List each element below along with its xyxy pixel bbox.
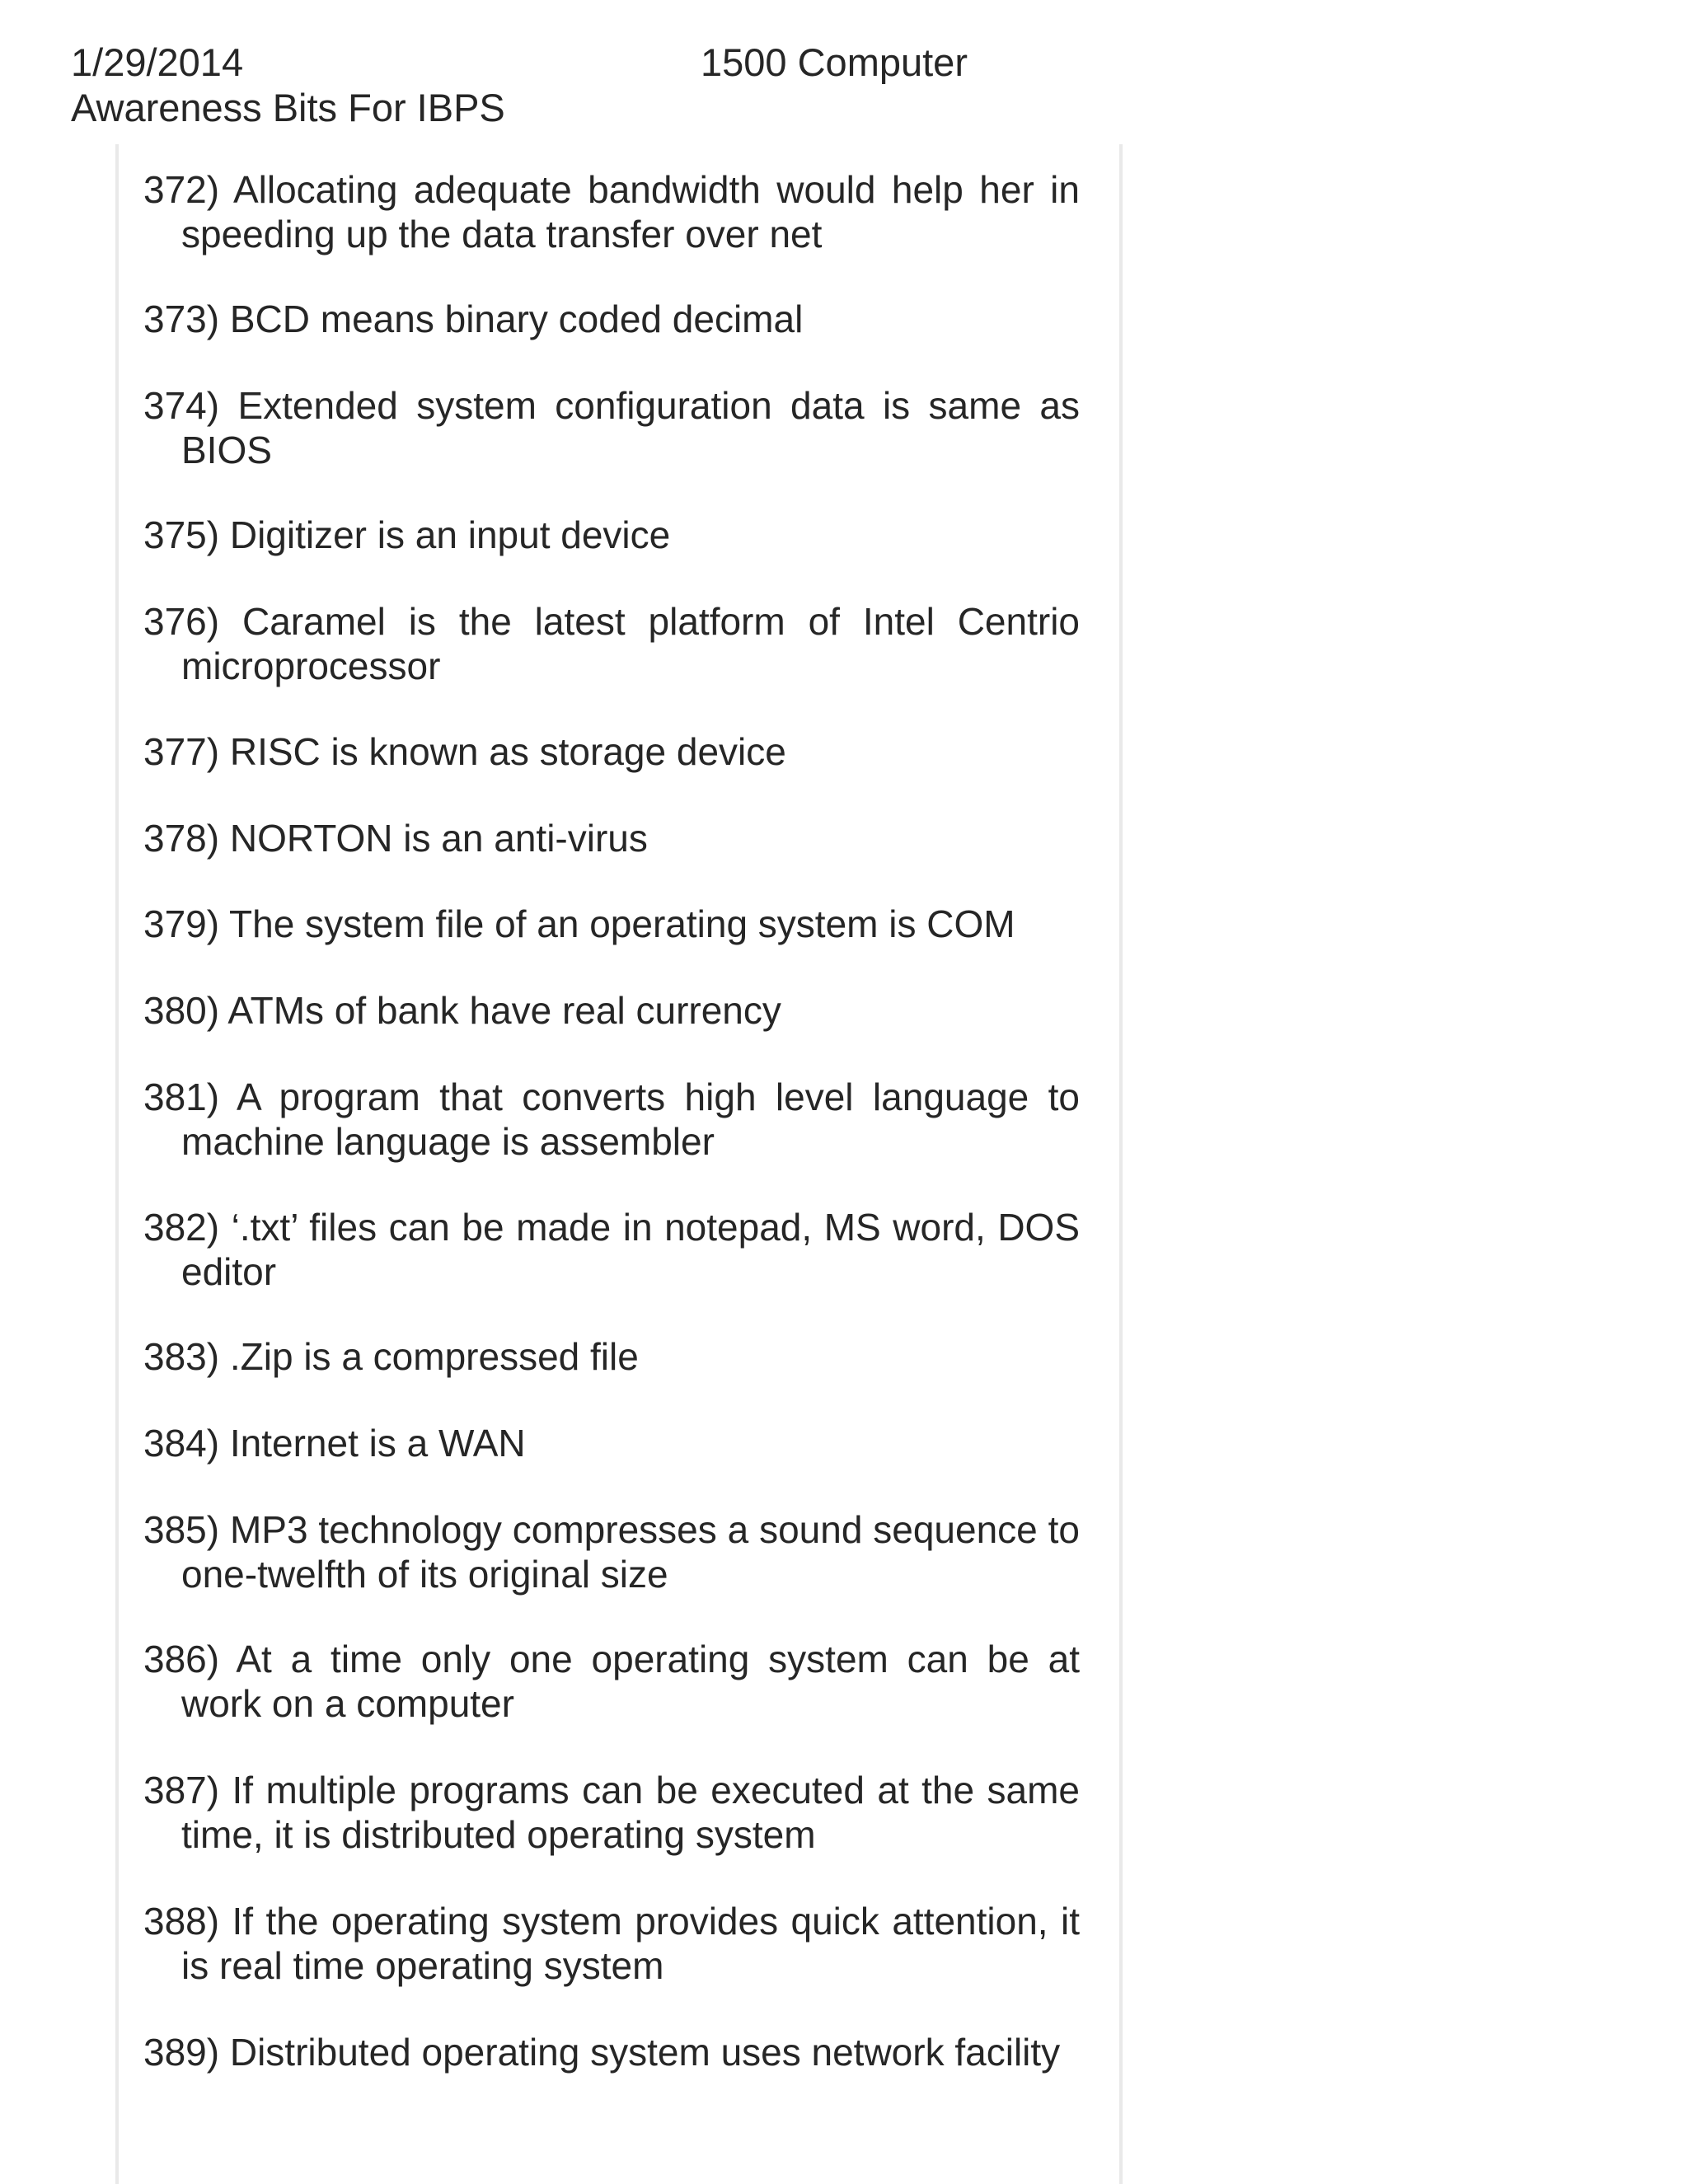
list-item <box>143 1334 1080 1379</box>
item-number: 388) <box>143 1900 220 1943</box>
item-text: MP3 technology compresses a sound sequence to one-twelfth of its original size <box>181 1508 1080 1596</box>
list-item <box>143 383 1080 472</box>
list-item <box>143 2030 1080 2074</box>
item-number: 374) <box>143 384 220 427</box>
list-item <box>143 1421 1080 1465</box>
item-text: ‘.txt’ files can be made in notepad, MS word, DOS editor <box>181 1206 1080 1293</box>
item-text: ATMs of bank have real currency <box>227 989 781 1032</box>
item-text: .Zip is a compressed file <box>229 1335 639 1378</box>
list-item <box>143 1637 1080 1726</box>
item-text: The system file of an operating system is COM <box>229 902 1015 945</box>
item-number: 387) <box>143 1769 220 1811</box>
header-title: 1500 Computer <box>701 40 968 84</box>
item-number: 375) <box>143 513 220 556</box>
item-text: BCD means binary coded decimal <box>229 298 804 340</box>
list-item <box>143 297 1080 341</box>
item-number: 385) <box>143 1508 220 1551</box>
item-text: If multiple programs can be executed at the same time, it is distributed operating system <box>181 1769 1081 1856</box>
list-item <box>143 902 1080 946</box>
list-item <box>143 1899 1080 1988</box>
list-item <box>143 599 1080 688</box>
item-text: NORTON is an anti-virus <box>229 817 648 860</box>
item-text: Extended system configuration data is same as BIOS <box>181 384 1081 471</box>
item-text: Allocating adequate bandwidth would help her in speeding up the data transfer over net <box>181 168 1080 255</box>
item-number: 377) <box>143 730 220 773</box>
item-text: Internet is a WAN <box>229 1422 526 1465</box>
item-number: 381) <box>143 1076 220 1118</box>
item-number: 373) <box>143 298 220 340</box>
item-number: 383) <box>143 1335 220 1378</box>
item-number: 384) <box>143 1422 220 1465</box>
item-text: If the operating system provides quick attention, it is real time operating system <box>181 1900 1081 1987</box>
item-number: 376) <box>143 600 220 643</box>
item-number: 380) <box>143 989 220 1032</box>
item-number: 372) <box>143 168 220 211</box>
list-item <box>143 1768 1080 1857</box>
item-text: Caramel is the latest platform of Intel Centrio microprocessor <box>181 600 1080 687</box>
item-text: RISC is known as storage device <box>229 730 786 773</box>
item-number: 386) <box>143 1638 220 1680</box>
item-text: A program that converts high level language to machine language is assembler <box>181 1076 1080 1163</box>
list-item <box>143 1205 1080 1294</box>
item-number: 389) <box>143 2031 220 2074</box>
list-item <box>143 1075 1080 1164</box>
list-item <box>143 816 1080 860</box>
list-item <box>143 1507 1080 1596</box>
item-text: Distributed operating system uses network facility <box>229 2031 1061 2074</box>
header-date: 1/29/2014 <box>71 40 244 84</box>
item-text: At a time only one operating system can be at work on a computer <box>181 1638 1080 1725</box>
item-number: 382) <box>143 1206 220 1249</box>
item-text: Digitizer is an input device <box>229 513 671 556</box>
list-item <box>143 729 1080 774</box>
list-item <box>143 513 1080 557</box>
item-number: 378) <box>143 817 220 860</box>
list-item <box>143 167 1080 256</box>
list-item <box>143 988 1080 1033</box>
header-title-continued: Awareness Bits For IBPS <box>71 86 505 129</box>
item-number: 379) <box>143 902 220 945</box>
